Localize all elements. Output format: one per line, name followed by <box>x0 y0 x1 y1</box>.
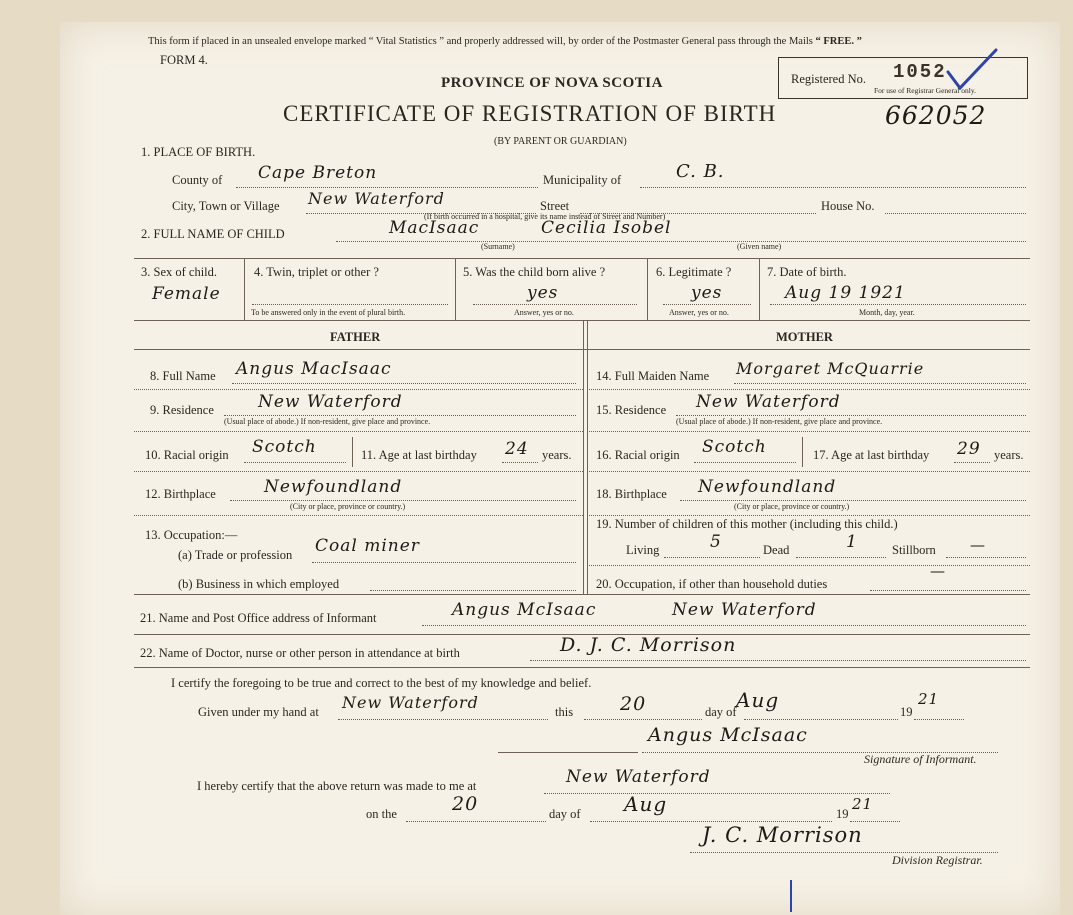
province-heading: PROVINCE OF NOVA SCOTIA <box>441 75 663 91</box>
father-name-value: Angus MacIsaac <box>236 359 392 379</box>
registrar-day-of-label: day of <box>549 807 581 821</box>
registrar-place: New Waterford <box>566 767 711 787</box>
registrar-month: Aug <box>624 792 668 816</box>
given-month: Aug <box>736 688 780 712</box>
house-label: House No. <box>821 199 875 213</box>
municipality-value: C. B. <box>676 161 725 182</box>
city-label: City, Town or Village <box>172 199 280 213</box>
business-label: (b) Business in which employed <box>178 577 340 591</box>
children-count-label: 19. Number of children of this mother (including this child.) <box>596 517 898 531</box>
certificate-subtitle: (BY PARENT OR GUARDIAN) <box>494 136 627 147</box>
registered-label: Registered No. <box>791 72 866 86</box>
registrar-note: For use of Registrar General only. <box>874 86 976 95</box>
mother-occupation-value: — <box>930 562 946 580</box>
twin-note: To be answered only in the event of plural birth. <box>251 308 406 317</box>
father-name-label: 8. Full Name <box>150 369 216 383</box>
mail-notice-free: “ FREE. ” <box>815 36 862 47</box>
child-given-name: Cecilia Isobel <box>541 218 672 238</box>
father-years-label: years. <box>542 448 572 462</box>
registrar-caption: Division Registrar. <box>892 853 983 867</box>
informant-address: New Waterford <box>672 600 817 620</box>
twin-label: 4. Twin, triplet or other ? <box>254 265 379 279</box>
given-place: New Waterford <box>342 693 479 712</box>
legitimate-value: yes <box>691 283 723 303</box>
hospital-note: (If birth occurred in a hospital, give its name instead of Street and Number) <box>424 212 666 221</box>
mother-occupation-label: 20. Occupation, if other than household duties <box>596 577 828 591</box>
informant-name: Angus McIsaac <box>452 600 597 620</box>
mother-birthplace-note: (City or place, province or country.) <box>734 502 850 511</box>
alive-value: yes <box>527 283 559 303</box>
father-racial-value: Scotch <box>252 437 317 457</box>
alive-label: 5. Was the child born alive ? <box>463 265 606 279</box>
form-number: FORM 4. <box>160 53 208 67</box>
father-residence-note: (Usual place of abode.) If non-resident, give place and province. <box>224 417 431 426</box>
stillborn-label: Stillborn <box>892 543 936 557</box>
mother-residence-value: New Waterford <box>696 392 841 412</box>
doctor-label: 22. Name of Doctor, nurse or other person in attendance at birth <box>140 646 460 660</box>
mail-notice-text: This form if placed in an unsealed envelope marked “ Vital Statistics ” and properly addressed will, by order of the Postmaster General pass through the Mails <box>148 36 813 47</box>
mail-notice <box>148 36 862 47</box>
stillborn-value: — <box>970 536 986 554</box>
father-birthplace-value: Newfoundland <box>264 477 403 497</box>
father-birthplace-note: (City or place, province or country.) <box>290 502 406 511</box>
registrar-year-suffix: 21 <box>852 795 874 813</box>
mother-birthplace-label: 18. Birthplace <box>596 487 667 501</box>
this-label: this <box>555 705 574 719</box>
registrar-year-prefix: 19 <box>836 807 849 821</box>
mother-residence-label: 15. Residence <box>596 403 667 417</box>
father-occupation-label: 13. Occupation:— <box>145 528 238 542</box>
trade-label: (a) Trade or profession <box>178 548 293 562</box>
ink-mark <box>790 880 792 912</box>
county-value: Cape Breton <box>258 163 378 183</box>
mother-name-value: Morgaret McQuarrie <box>736 359 925 378</box>
living-value: 5 <box>710 532 722 552</box>
registered-number: 1052 <box>893 61 947 83</box>
father-age-label: 11. Age at last birthday <box>361 448 477 462</box>
dob-value: Aug 19 1921 <box>785 283 906 303</box>
registrar-certify-statement: I hereby certify that the above return was made to me at <box>197 779 477 793</box>
on-the-label: on the <box>366 807 397 821</box>
mother-years-label: years. <box>994 448 1024 462</box>
dead-value: 1 <box>846 532 858 552</box>
street-label: Street <box>540 199 570 213</box>
certificate-number: 662052 <box>885 101 987 130</box>
city-value: New Waterford <box>308 189 445 208</box>
mother-name-label: 14. Full Maiden Name <box>596 369 710 383</box>
informant-signature: Angus McIsaac <box>648 724 808 746</box>
given-day: 20 <box>620 693 647 715</box>
surname-caption: (Surname) <box>481 242 515 251</box>
informant-label: 21. Name and Post Office address of Informant <box>140 611 377 625</box>
municipality-label: Municipality of <box>543 173 622 187</box>
row-divider <box>134 258 1030 259</box>
legitimate-note: Answer, yes or no. <box>669 308 729 317</box>
place-of-birth-label: 1. PLACE OF BIRTH. <box>141 145 256 159</box>
column-divider <box>583 320 584 594</box>
sex-value: Female <box>152 284 221 304</box>
doctor-value: D. J. C. Morrison <box>560 634 737 656</box>
trade-value: Coal miner <box>315 536 420 556</box>
father-racial-label: 10. Racial origin <box>145 448 229 462</box>
dob-note: Month, day, year. <box>859 308 915 317</box>
alive-note: Answer, yes or no. <box>514 308 574 317</box>
sex-label: 3. Sex of child. <box>141 265 218 279</box>
father-birthplace-label: 12. Birthplace <box>145 487 216 501</box>
mother-racial-label: 16. Racial origin <box>596 448 680 462</box>
mother-birthplace-value: Newfoundland <box>698 477 837 497</box>
legitimate-label: 6. Legitimate ? <box>656 265 732 279</box>
mother-residence-note: (Usual place of abode.) If non-resident, give place and province. <box>676 417 883 426</box>
given-label: Given under my hand at <box>198 705 319 719</box>
mother-racial-value: Scotch <box>702 437 767 457</box>
given-name-caption: (Given name) <box>737 242 782 251</box>
dob-label: 7. Date of birth. <box>767 265 847 279</box>
checkmark-icon <box>942 46 1002 96</box>
given-year-prefix: 19 <box>900 705 913 719</box>
dead-label: Dead <box>763 543 790 557</box>
father-residence-value: New Waterford <box>258 392 403 412</box>
county-label: County of <box>172 173 223 187</box>
registrar-day: 20 <box>452 793 479 815</box>
registrar-signature: J. C. Morrison <box>702 823 863 847</box>
mother-age-value: 29 <box>957 439 981 459</box>
mother-heading: MOTHER <box>776 330 833 344</box>
informant-signature-caption: Signature of Informant. <box>864 752 977 766</box>
father-age-value: 24 <box>505 439 529 459</box>
certify-statement: I certify the foregoing to be true and correct to the best of my knowledge and belief. <box>171 676 592 690</box>
given-year-suffix: 21 <box>918 690 940 708</box>
day-of-label: day of <box>705 705 737 719</box>
mother-age-label: 17. Age at last birthday <box>813 448 930 462</box>
living-label: Living <box>626 543 660 557</box>
child-surname: MacIsaac <box>389 218 480 238</box>
certificate-title: CERTIFICATE OF REGISTRATION OF BIRTH <box>283 101 777 126</box>
father-heading: FATHER <box>330 330 381 344</box>
child-name-label: 2. FULL NAME OF CHILD <box>141 227 285 241</box>
father-residence-label: 9. Residence <box>150 403 214 417</box>
